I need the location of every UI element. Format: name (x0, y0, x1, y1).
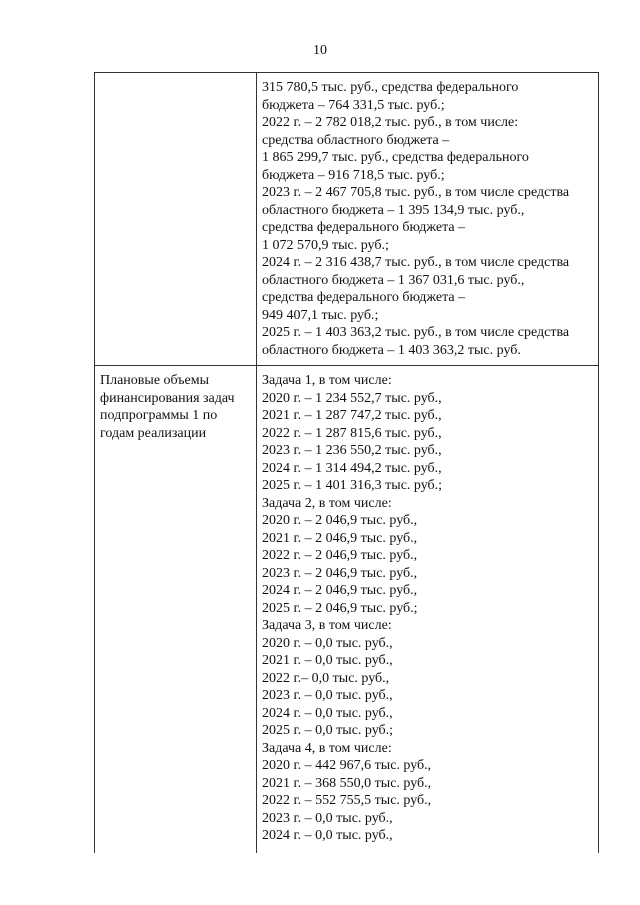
text-line: 2025 г. – 0,0 тыс. руб.; (262, 723, 394, 738)
text-line: 2023 г. – 0,0 тыс. руб., (262, 810, 393, 826)
text-line: 2022 г.– 0,0 тыс. руб., (262, 670, 390, 686)
text-line: 2022 г. – 552 755,5 тыс. руб., (262, 793, 432, 808)
text-line: средства областного бюджета – (262, 132, 450, 148)
text-line: 2025 г. – 1 403 363,2 тыс. руб., в том числе средства (262, 325, 570, 340)
text-line: 2022 г. – 1 287 815,6 тыс. руб., (262, 425, 442, 441)
page-number: 10 (313, 43, 327, 58)
text-line: 1 865 299,7 тыс. руб., средства федерального (262, 150, 529, 165)
text-line: 2021 г. – 368 550,0 тыс. руб., (262, 775, 432, 791)
text-line: 2021 г. – 0,0 тыс. руб., (262, 653, 393, 668)
text-line: бюджета – 916 718,5 тыс. руб.; (262, 167, 445, 183)
text-line: 2024 г. – 2 046,9 тыс. руб., (262, 583, 418, 598)
text-line: 2020 г. – 0,0 тыс. руб., (262, 635, 393, 651)
text-line: 2024 г. – 0,0 тыс. руб., (262, 705, 393, 721)
row-value-cell (257, 366, 599, 853)
text-line: 2024 г. – 1 314 494,2 тыс. руб., (262, 460, 442, 476)
text-line: 2022 г. – 2 046,9 тыс. руб., (262, 548, 418, 563)
text-line: Задача 4, в том числе: (262, 740, 392, 756)
text-line: 2025 г. – 1 401 316,3 тыс. руб.; (262, 478, 443, 493)
text-line: 2023 г. – 2 467 705,8 тыс. руб., в том числе средства (262, 185, 570, 200)
row-label-cell (95, 366, 257, 853)
text-line: областного бюджета – 1 367 031,6 тыс. руб., (262, 272, 525, 288)
text-line: областного бюджета – 1 395 134,9 тыс. руб., (262, 202, 525, 218)
text-line: 2020 г. – 442 967,6 тыс. руб., (262, 758, 432, 773)
text-line: 2024 г. – 2 316 438,7 тыс. руб., в том числе средства (262, 255, 570, 270)
table-row (95, 73, 599, 366)
text-line: Плановые объемы (100, 373, 210, 388)
table-row (95, 366, 599, 853)
text-line: Задача 2, в том числе: (262, 495, 392, 511)
text-line: финансирования задач (100, 390, 235, 406)
text-line: средства федерального бюджета – (262, 220, 466, 235)
text-line: 2025 г. – 2 046,9 тыс. руб.; (262, 600, 418, 616)
row-label-cell (95, 73, 257, 366)
text-line: 1 072 570,9 тыс. руб.; (262, 237, 389, 253)
financing-table (94, 72, 599, 853)
text-line: 2021 г. – 2 046,9 тыс. руб., (262, 530, 418, 546)
text-line: 949 407,1 тыс. руб.; (262, 307, 379, 323)
text-line: бюджета – 764 331,5 тыс. руб.; (262, 97, 445, 113)
text-line: областного бюджета – 1 403 363,2 тыс. руб. (262, 342, 521, 358)
text-line: 2023 г. – 2 046,9 тыс. руб., (262, 565, 418, 581)
text-line: Задача 1, в том числе: (262, 373, 392, 388)
text-line: 315 780,5 тыс. руб., средства федерального (262, 80, 519, 95)
text-line: подпрограммы 1 по (100, 408, 218, 423)
text-line: 2023 г. – 0,0 тыс. руб., (262, 688, 393, 703)
text-line: 2023 г. – 1 236 550,2 тыс. руб., (262, 443, 442, 458)
text-line: средства федерального бюджета – (262, 290, 466, 305)
text-line: 2020 г. – 1 234 552,7 тыс. руб., (262, 390, 442, 406)
text-line: 2024 г. – 0,0 тыс. руб., (262, 828, 393, 843)
text-line: 2022 г. – 2 782 018,2 тыс. руб., в том числе: (262, 115, 519, 130)
text-line: 2021 г. – 1 287 747,2 тыс. руб., (262, 408, 442, 423)
row-value-cell (257, 73, 599, 366)
text-line: 2020 г. – 2 046,9 тыс. руб., (262, 513, 418, 528)
text-line: годам реализации (100, 425, 207, 441)
text-line: Задача 3, в том числе: (262, 618, 392, 633)
